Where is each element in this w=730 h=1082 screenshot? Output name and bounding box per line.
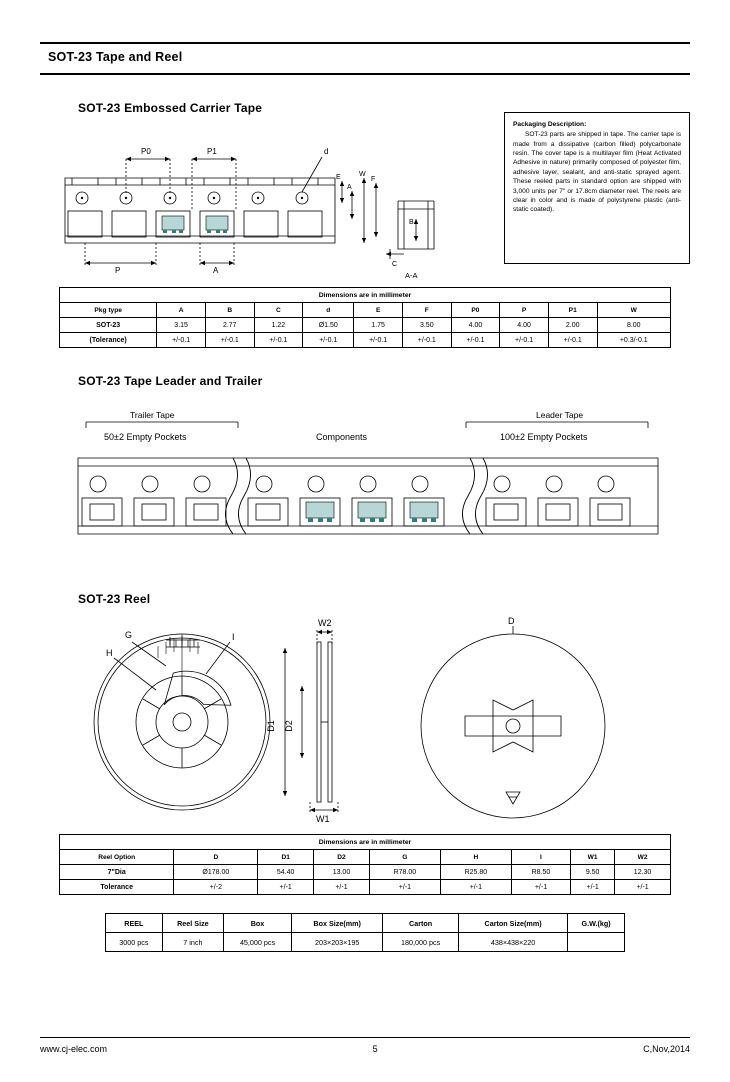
tol-w2: +/-1 [615,880,671,895]
carrier-label-f: F [371,176,376,183]
col-gross-weight: G.W.(kg) [568,914,625,933]
cell-box-qty: 45,000 pcs [224,933,292,952]
tol-p1: +/-0.1 [548,333,597,348]
tol-d1: +/-1 [258,880,314,895]
cell-gross-weight [568,933,625,952]
col-i: I [511,850,570,865]
reel-label-d1: D1 [266,720,276,732]
tol-f: +/-0.1 [402,333,451,348]
table-header-row [106,914,625,933]
table-caption-row [60,835,671,850]
col-d2: D2 [314,850,370,865]
table-row [60,333,671,348]
col-p: P [500,303,549,318]
page-header [40,42,690,75]
cell-reel-size: 7 inch [162,933,223,952]
tol-d2: +/-1 [314,880,370,895]
carrier-label-p: P [115,266,121,275]
trailer-pockets-label: 50±2 Empty Pockets [104,432,187,442]
col-f: F [402,303,451,318]
col-d: D [174,850,258,865]
col-box-size: Box Size(mm) [292,914,383,933]
carrier-label-c: C [392,261,398,268]
packaging-description-body: SOT-23 parts are shipped in tape. The carrier tape is made from a dissipative (carbon filled) polycarbonate resin. The cover tape is a multilayer film (Heat Activated Adhesive in nature) primarily composed of polyester film, adhesive layer, sealant, and anti-static sprayed agent. These reeled parts in standard option are shipped with 3,000 units per 7" or 17.8cm diameter reel. The reels are clear in color and is made of polystyrene plastic (anti-static coated). [513,131,681,214]
cell-p0: 4.00 [451,318,500,333]
section-title-carrier-tape: SOT-23 Embossed Carrier Tape [78,101,263,115]
cell-b: 2.77 [205,318,254,333]
tol-p: +/-0.1 [500,333,549,348]
col-g: G [369,850,440,865]
components-label: Components [316,432,368,442]
cell-d1: 54.40 [258,865,314,880]
section-title-reel: SOT-23 Reel [78,592,151,606]
carrier-table-caption: Dimensions are in millimeter [60,288,671,303]
cell-g: R78.00 [369,865,440,880]
carrier-tape-dimensions-table [59,287,671,348]
carrier-tape-drawing [60,123,690,283]
cell-d: Ø1.50 [303,318,354,333]
page-title: SOT-23 Tape and Reel [48,50,183,64]
tol-e: +/-0.1 [354,333,403,348]
reel-drawing [70,614,690,824]
reel-dimensions-table [59,834,671,895]
col-w2: W2 [615,850,671,865]
trailer-tape-label: Trailer Tape [130,410,175,420]
col-reel-option: Reel Option [60,850,174,865]
tol-h: +/-1 [440,880,511,895]
table-header-row [60,303,671,318]
carrier-label-e: E [336,174,341,181]
leader-tape-label: Leader Tape [536,410,584,420]
table-caption-row [60,288,671,303]
reel-table-caption: Dimensions are in millimeter [60,835,671,850]
reel-label-g: G [125,630,133,640]
col-c: C [254,303,303,318]
cell-i: R8.50 [511,865,570,880]
col-reel: REEL [106,914,163,933]
col-d: d [303,303,354,318]
col-box: Box [224,914,292,933]
col-p0: P0 [451,303,500,318]
reel-label-w2: W2 [318,618,332,628]
tol-a: +/-0.1 [157,333,206,348]
carrier-label-w: W [359,171,366,178]
cell-d: Ø178.00 [174,865,258,880]
cell-f: 3.50 [402,318,451,333]
carrier-label-p1: P1 [207,147,217,156]
footer-page-number: 5 [372,1044,378,1054]
reel-label-h: H [106,648,113,658]
cell-tolerance-label: Tolerance [60,880,174,895]
tol-w1: +/-1 [571,880,615,895]
cell-h: R25.80 [440,865,511,880]
table-row [60,880,671,895]
col-e: E [354,303,403,318]
carrier-label-d: d [324,147,329,156]
cell-pkg: SOT-23 [60,318,157,333]
reel-packing-table [105,913,625,952]
cell-a: 3.15 [157,318,206,333]
col-h: H [440,850,511,865]
packaging-description-title: Packaging Description: [513,121,587,128]
cell-tolerance-label: (Tolerance) [60,333,157,348]
tol-i: +/-1 [511,880,570,895]
col-a: A [157,303,206,318]
carrier-label-p0: P0 [141,147,151,156]
table-row [60,318,671,333]
page [0,42,730,1082]
cell-w2: 12.30 [615,865,671,880]
col-reel-size: Reel Size [162,914,223,933]
cell-w1: 9.50 [571,865,615,880]
table-header-row [60,850,671,865]
section-title-leader-trailer: SOT-23 Tape Leader and Trailer [78,374,263,388]
table-row [60,865,671,880]
leader-pockets-label: 100±2 Empty Pockets [500,432,588,442]
cell-reel-qty: 3000 pcs [106,933,163,952]
table-row [106,933,625,952]
carrier-label-a-right: A [347,184,352,191]
col-p1: P1 [548,303,597,318]
carrier-label-a-bottom: A [213,266,219,275]
cell-d2: 13.00 [314,865,370,880]
tol-d: +/-0.1 [303,333,354,348]
col-carton-size: Carton Size(mm) [458,914,567,933]
leader-trailer-drawing [68,396,690,566]
tol-w: +0.3/-0.1 [597,333,670,348]
tol-g: +/-1 [369,880,440,895]
reel-label-w1: W1 [316,814,330,824]
tol-p0: +/-0.1 [451,333,500,348]
cell-p: 4.00 [500,318,549,333]
col-w1: W1 [571,850,615,865]
reel-label-i: I [232,632,235,642]
carrier-label-aa: A-A [405,271,418,280]
cell-carton-size: 438×438×220 [458,933,567,952]
footer-website[interactable]: www.cj-elec.com [40,1044,108,1054]
cell-p1: 2.00 [548,318,597,333]
cell-e: 1.75 [354,318,403,333]
col-d1: D1 [258,850,314,865]
cell-c: 1.22 [254,318,303,333]
tol-b: +/-0.1 [205,333,254,348]
col-w: W [597,303,670,318]
cell-carton-qty: 180,000 pcs [383,933,459,952]
carrier-label-b: B [409,219,414,226]
reel-label-d: D [508,616,515,626]
tol-c: +/-0.1 [254,333,303,348]
col-pkg-type: Pkg type [60,303,157,318]
cell-w: 8.00 [597,318,670,333]
tol-d: +/-2 [174,880,258,895]
col-b: B [205,303,254,318]
footer-revision: C,Nov,2014 [643,1044,690,1054]
cell-box-size: 203×203×195 [292,933,383,952]
col-carton: Carton [383,914,459,933]
header-rule-bottom [40,73,690,75]
cell-reel-option: 7"Dia [60,865,174,880]
reel-label-d2: D2 [284,720,294,732]
